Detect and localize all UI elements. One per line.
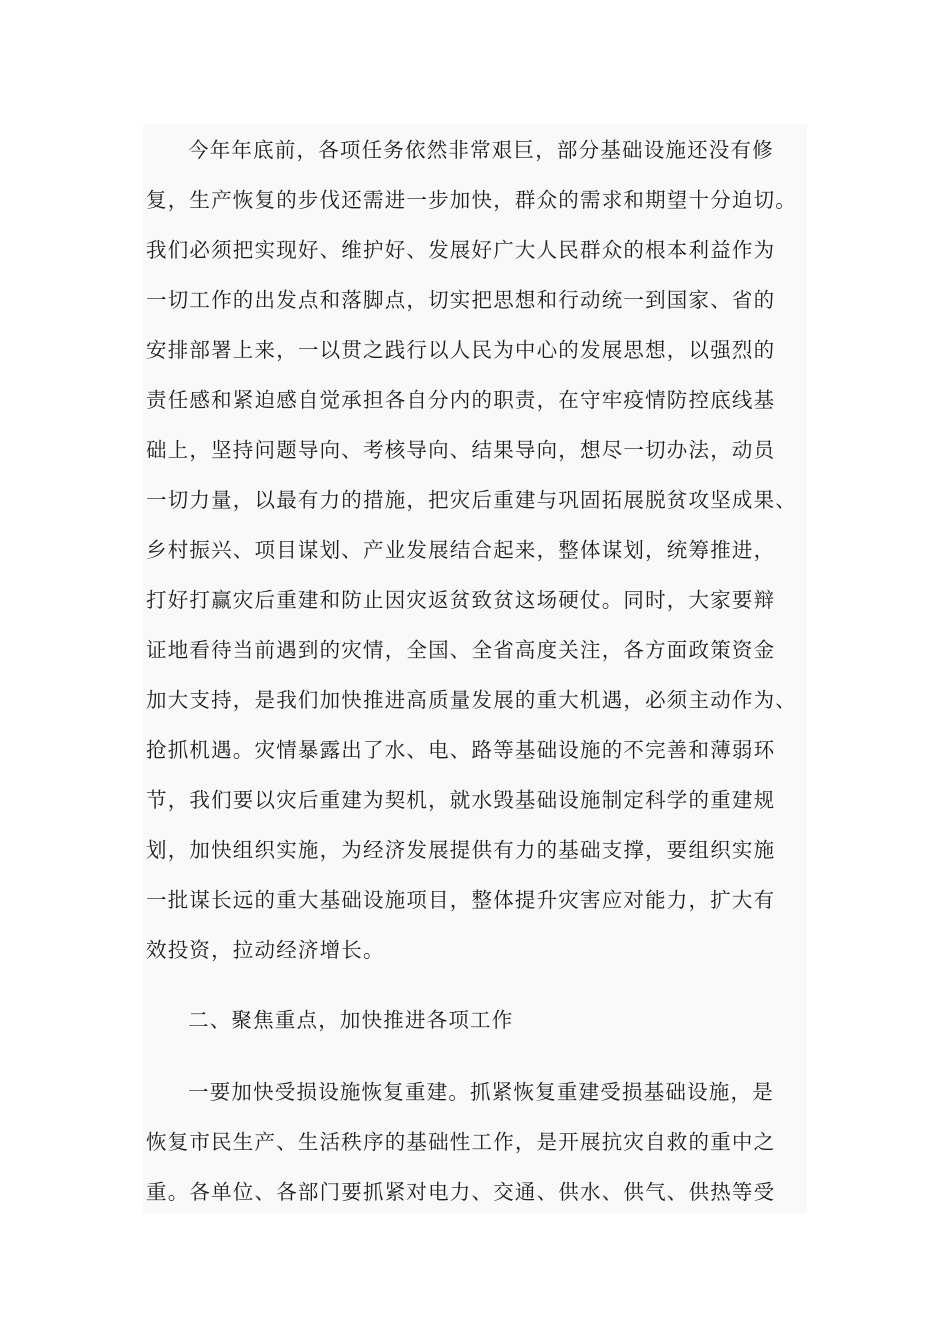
section-heading: 二、聚焦重点，加快推进各项工作 — [188, 1008, 514, 1032]
paragraph-1-line-10: 打好打赢灾后重建和防止因灾返贫致贫这场硬仗。同时，大家要辩 — [146, 588, 776, 612]
paragraph-1-line-8: 一切力量，以最有力的措施，把灾后重建与巩固拓展脱贫攻坚成果、 — [146, 488, 797, 512]
paragraph-1-line-4: 一切工作的出发点和落脚点，切实把思想和行动统一到国家、省的 — [146, 288, 776, 312]
paragraph-1-line-15: 划，加快组织实施，为经济发展提供有力的基础支撑，要组织实施 — [146, 838, 776, 862]
paragraph-1-line-5: 安排部署上来，一以贯之践行以人民为中心的发展思想，以强烈的 — [146, 338, 776, 362]
paragraph-1-line-14: 节，我们要以灾后重建为契机，就水毁基础设施制定科学的重建规 — [146, 788, 776, 812]
paragraph-2-line-3: 重。各单位、各部门要抓紧对电力、交通、供水、供气、供热等受 — [146, 1180, 776, 1204]
paragraph-1-line-12: 加大支持，是我们加快推进高质量发展的重大机遇，必须主动作为、 — [146, 688, 797, 712]
paragraph-1-line-11: 证地看待当前遇到的灾情，全国、全省高度关注，各方面政策资金 — [146, 638, 776, 662]
paragraph-1-line-16: 一批谋长远的重大基础设施项目，整体提升灾害应对能力，扩大有 — [146, 888, 776, 912]
paragraph-2-line-2: 恢复市民生产、生活秩序的基础性工作，是开展抗灾自救的重中之 — [146, 1130, 776, 1154]
paragraph-1-line-3: 我们必须把实现好、维护好、发展好广大人民群众的根本利益作为 — [146, 238, 776, 262]
paragraph-2-line-1: 一要加快受损设施恢复重建。抓紧恢复重建受损基础设施，是 — [188, 1080, 774, 1104]
paragraph-1-line-1: 今年年底前，各项任务依然非常艰巨，部分基础设施还没有修 — [188, 138, 774, 162]
paragraph-1-line-17: 效投资，拉动经济增长。 — [146, 938, 385, 962]
paragraph-1-line-6: 责任感和紧迫感自觉承担各自分内的职责，在守牢疫情防控底线基 — [146, 388, 776, 412]
paragraph-1-line-13: 抢抓机遇。灾情暴露出了水、电、路等基础设施的不完善和薄弱环 — [146, 738, 776, 762]
paragraph-1-line-2: 复，生产恢复的步伐还需进一步加快，群众的需求和期望十分迫切。 — [146, 188, 797, 212]
paragraph-1-line-7: 础上，坚持问题导向、考核导向、结果导向，想尽一切办法，动员 — [146, 438, 776, 462]
paragraph-1-line-9: 乡村振兴、项目谋划、产业发展结合起来，整体谋划，统筹推进， — [146, 538, 776, 562]
